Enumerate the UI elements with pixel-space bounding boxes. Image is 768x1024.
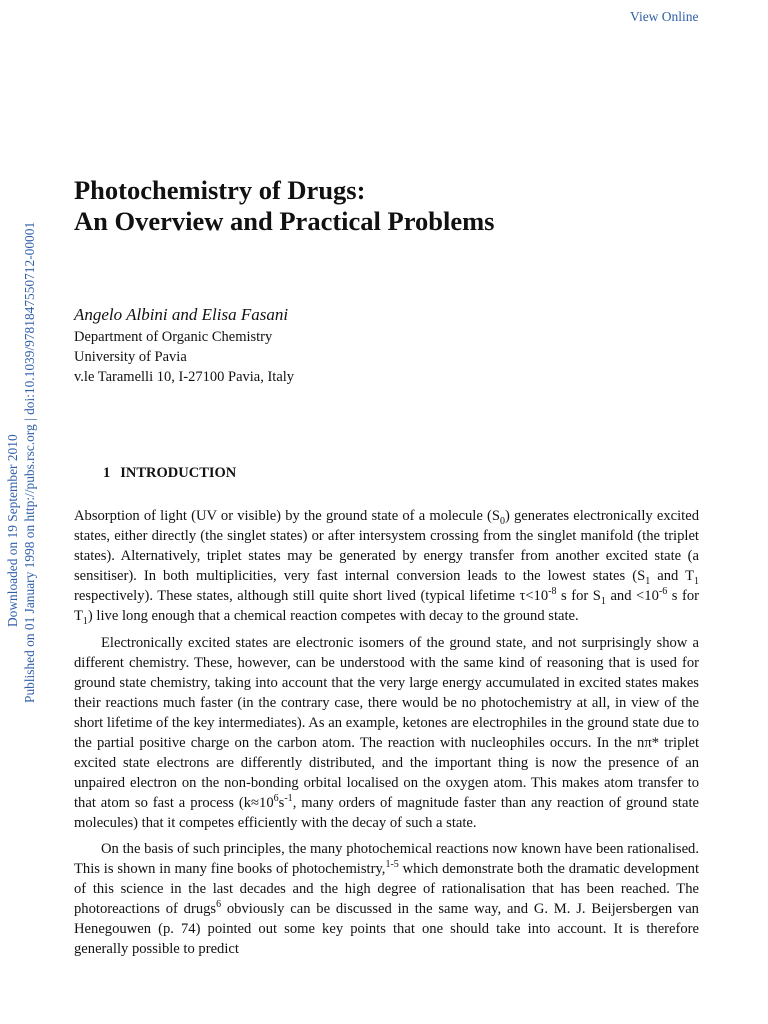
p2-text: s bbox=[278, 794, 285, 811]
p1-text: respectively). These states, although still quite short lived (typical lifetime τ<10 bbox=[74, 588, 549, 604]
p1-text: s for T bbox=[74, 588, 699, 624]
download-date-text[interactable]: Downloaded on 19 September 2010 bbox=[5, 434, 20, 627]
affiliation-address: v.le Taramelli 10, I-27100 Pavia, Italy bbox=[74, 369, 295, 385]
p2-text: , many orders of magnitude faster than any reaction of ground state molecules) that it competes efficiently with the decay of such a state. bbox=[74, 794, 699, 831]
page-title bbox=[74, 175, 495, 237]
title-line-1: Photochemistry of Drugs: bbox=[74, 175, 366, 205]
p1-sub: 1 bbox=[694, 575, 699, 587]
paragraph-3 bbox=[74, 839, 699, 959]
p2-text: Electronically excited states are electronic isomers of the ground state, and not surprisingly show a different chemistry. These, however, can be understood with the same kind of reasoning that is used for ground state chemistry, taking into account that the very large energy accumulated in excited states makes their reactions much faster (in the contrary case, there would be no photochemistry at all, in view of the short lifetime of the key intermediates). As an example, ketones are electrophiles in the ground state due to the partial positive charge on the carbon atom. The reaction with nucleophiles occurs. In the nπ* triplet excited state electrons are differently distributed, and the important thing is now the presence of an unpaired electron on the non-bonding orbital localised on the oxygen atom. This makes atom transfer to that atom so fast a process (k≈10 bbox=[74, 634, 699, 811]
p2-sup: 6 bbox=[273, 792, 279, 804]
affiliation-university: University of Pavia bbox=[74, 349, 187, 365]
p1-sup: -8 bbox=[548, 586, 557, 598]
publication-doi-link[interactable]: Published on 01 January 1998 on http://pubs.rsc.org | doi:10.1039/9781847550712-00001 bbox=[22, 221, 37, 703]
paragraph-1 bbox=[74, 506, 699, 626]
p3-sup: 1-5 bbox=[385, 859, 399, 871]
p1-sub: 1 bbox=[82, 615, 88, 627]
affiliation bbox=[74, 327, 294, 387]
p3-text: obviously can be discussed in the same way, and G. M. J. Beijersbergen van Henegouwen (p. 74) pointed out some key points that one should take into account. It is therefore generally possible to predict bbox=[74, 901, 699, 957]
p2-sup: -1 bbox=[284, 792, 293, 804]
p1-sub: 0 bbox=[499, 515, 505, 527]
p3-sup: 6 bbox=[216, 899, 222, 911]
view-online-link[interactable]: View Online bbox=[630, 9, 699, 24]
p1-sup: -6 bbox=[658, 586, 668, 598]
download-info-sidebar bbox=[0, 0, 37, 1024]
p3-text: On the basis of such principles, the many photochemical reactions now known have been rationalised. This is shown in many fine books of photochemistry, bbox=[74, 841, 699, 877]
authors: Angelo Albini and Elisa Fasani bbox=[74, 305, 289, 324]
body-text bbox=[74, 506, 699, 966]
p1-text: ) generates electronically excited states, either directly (the singlet states) or after intersystem crossing from the singlet manifold (the triplet states). Alternatively, triplet states may be generated by energy transfer from another excited state (a sensitiser). In both multiplicities, very fast internal conversion leads to the lowest states (S bbox=[74, 508, 699, 584]
affiliation-department: Department of Organic Chemistry bbox=[74, 329, 273, 345]
p1-sub: 1 bbox=[645, 575, 651, 587]
p1-text: and <10 bbox=[605, 588, 659, 604]
section-title: INTRODUCTION bbox=[120, 465, 237, 481]
p1-sub: 1 bbox=[600, 595, 606, 607]
section-number: 1 bbox=[103, 465, 111, 481]
paragraph-2 bbox=[74, 633, 699, 833]
p3-text: which demonstrate both the dramatic development of this science in the last decades and the high degree of rationalisation that has been reached. The photoreactions of drugs bbox=[74, 861, 699, 917]
p1-text: s for S bbox=[556, 588, 601, 604]
p1-text: and T bbox=[650, 568, 694, 584]
p1-text: ) live long enough that a chemical reaction competes with decay to the ground state. bbox=[87, 608, 579, 624]
p1-text: Absorption of light (UV or visible) by the ground state of a molecule (S bbox=[74, 508, 500, 524]
section-heading bbox=[103, 465, 236, 482]
title-line-2: An Overview and Practical Problems bbox=[74, 206, 495, 236]
